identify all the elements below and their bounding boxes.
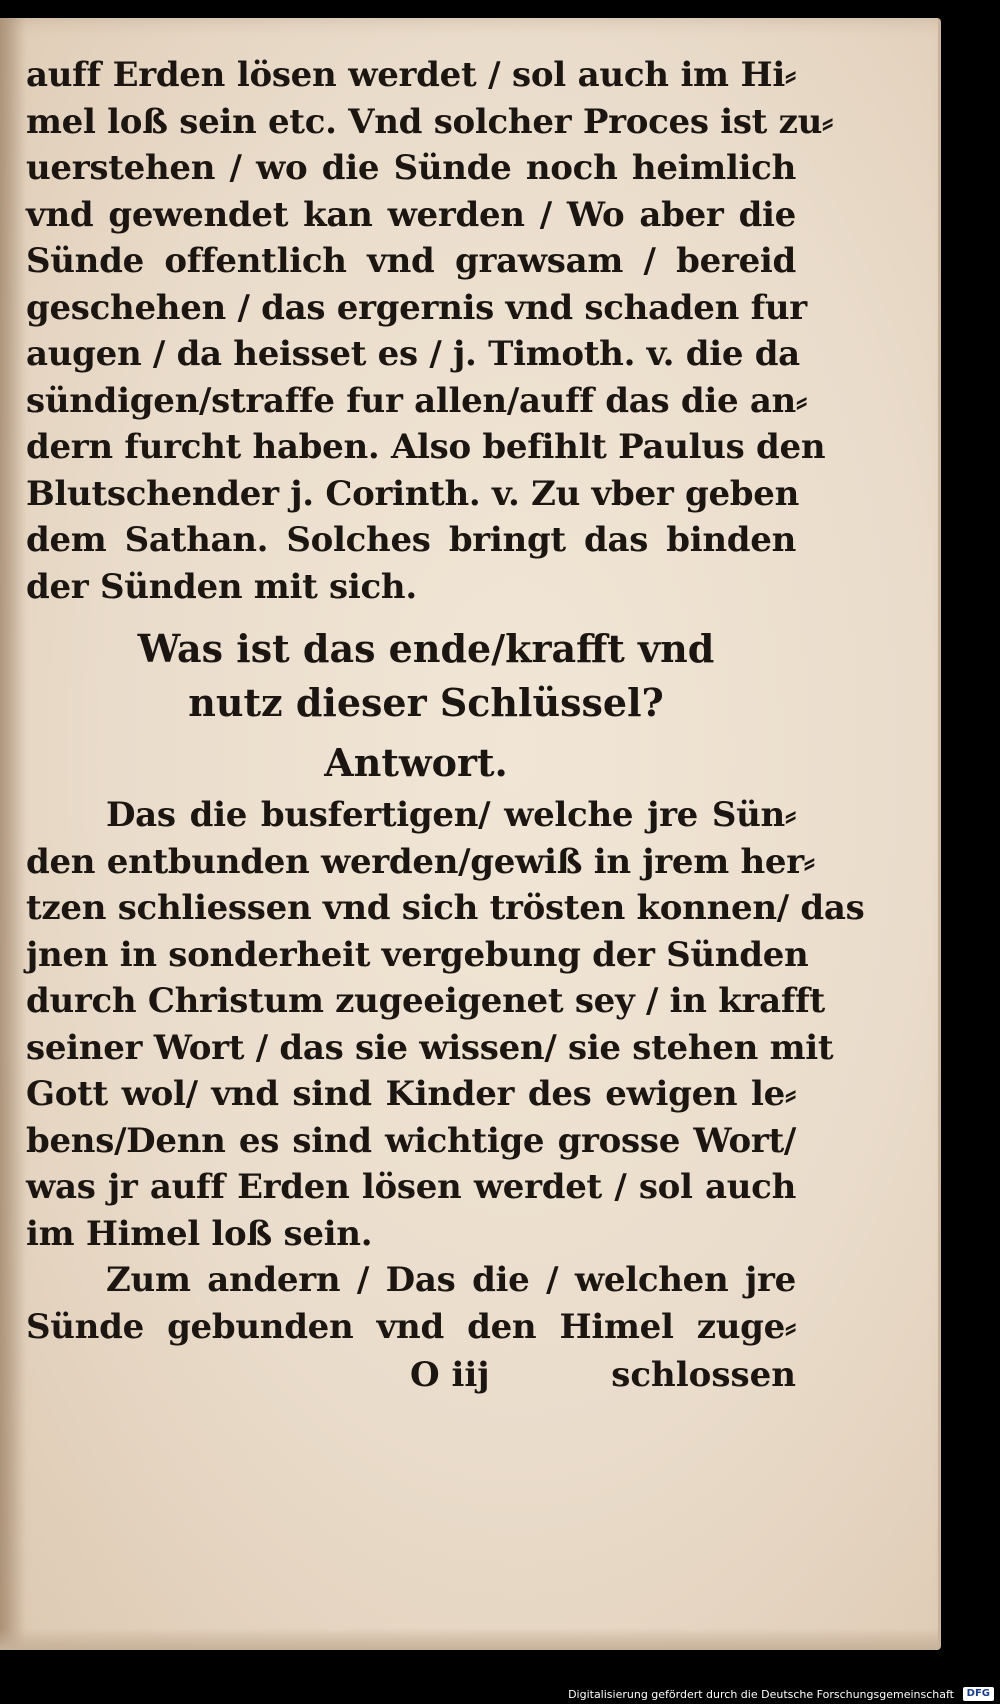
text-line: Gott wol/ vnd sind Kinder des ewigen le⸗: [26, 1074, 796, 1114]
text-line: dern furcht haben. Also befihlt Paulus den: [26, 427, 826, 467]
text-line: mel loß sein etc. Vnd solcher Proces ist zu⸗: [26, 101, 834, 142]
text-line: auff Erden lösen werdet / sol auch im Hi⸗: [26, 55, 796, 95]
text-line: im Himel loß sein.: [26, 1213, 373, 1254]
text-line: durch Christum zugeeigenet sey / in krafft: [26, 981, 825, 1021]
answer-label: Antwort.: [324, 740, 508, 785]
text-line: geschehen / das ergernis vnd schaden fur: [26, 287, 807, 328]
page-text: [26, 52, 865, 1398]
text-line: jnen in sonderheit vergebung der Sünden: [26, 934, 809, 975]
text-line: Sünde gebunden vnd den Himel zuge⸗: [26, 1306, 796, 1347]
signature-mark: O iij: [410, 1355, 490, 1395]
text-line: sündigen/straffe fur allen/auff das die an⸗: [26, 380, 808, 421]
catchword: schlossen: [611, 1355, 796, 1395]
page-bottom-edge: [0, 1628, 938, 1650]
dfg-logo: DFG: [963, 1687, 994, 1701]
heading-line: nutz dieser Schlüssel?: [188, 680, 664, 725]
text-line: den entbunden werden/gewiß in jrem her⸗: [26, 841, 815, 882]
text-line: Sünde offentlich vnd grawsam / bereid: [26, 241, 796, 281]
footer-bar: [0, 1682, 1000, 1704]
text-line: was jr auff Erden lösen werdet / sol auch: [26, 1167, 796, 1207]
text-line: Zum andern / Das die / welchen jre: [106, 1260, 796, 1300]
heading-line: Was ist das ende/krafft vnd: [137, 626, 715, 671]
book-page: [0, 18, 941, 1650]
text-line: Blutschender j. Corinth. v. Zu vber geben: [26, 473, 800, 514]
paragraph-second: [26, 1257, 796, 1350]
text-line: Das die busfertigen/ welche jre Sün⸗: [106, 795, 796, 835]
text-line: augen / da heisset es / j. Timoth. v. die da: [26, 334, 800, 374]
text-line: tzen schliessen vnd sich trösten konnen/ das: [26, 888, 865, 928]
page-gutter-shadow: [0, 18, 26, 1650]
text-line: seiner Wort / das sie wissen/ sie stehen mit: [26, 1027, 834, 1068]
section-heading: [26, 622, 796, 730]
text-line: vnd gewendet kan werden / Wo aber die: [26, 194, 796, 235]
text-line: uerstehen / wo die Sünde noch heimlich: [26, 148, 796, 188]
text-line: bens/Denn es sind wichtige grosse Wort/: [26, 1120, 796, 1161]
page-catchwords: [26, 1352, 796, 1398]
paragraph-answer: [26, 792, 865, 1257]
paragraph-top: [26, 52, 834, 610]
footer-credit: Digitalisierung gefördert durch die Deutsche Forschungsgemeinschaft: [568, 1688, 954, 1701]
text-line: der Sünden mit sich.: [26, 566, 417, 607]
text-line: dem Sathan. Solches bringt das binden: [26, 520, 796, 560]
